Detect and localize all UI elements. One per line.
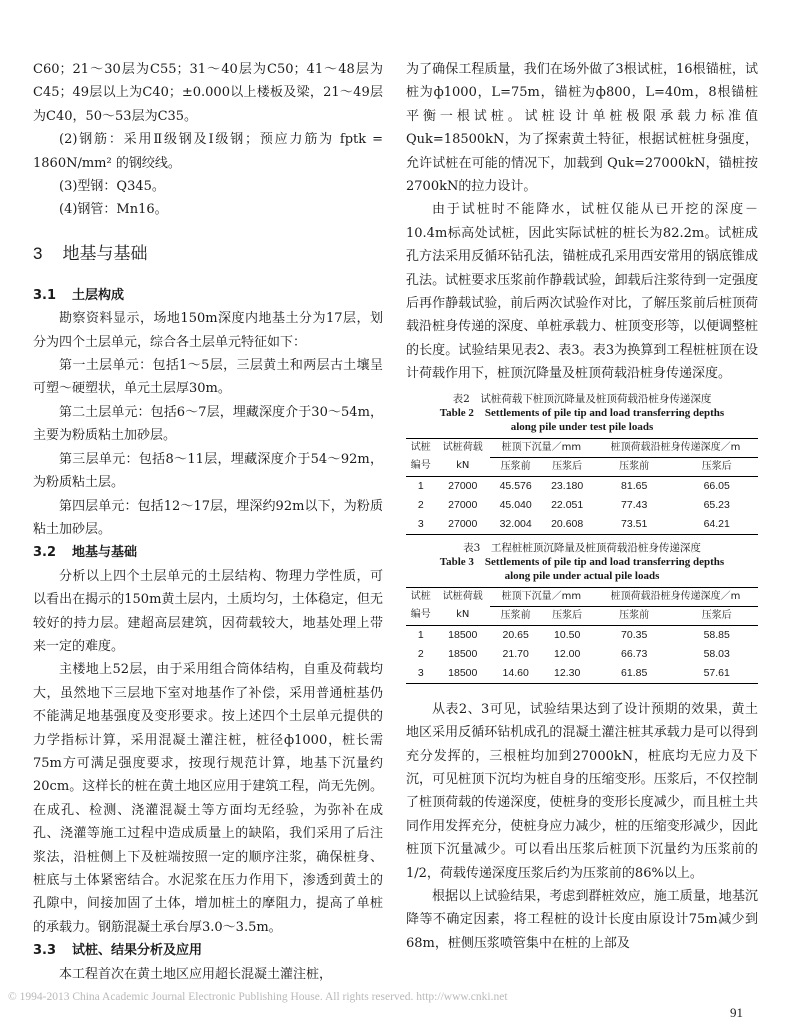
left-column xyxy=(33,58,383,986)
copyright-watermark: © 1994-2013 China Academic Journal Electronic Publishing House. All rights reserved. http://www.cnki.net xyxy=(8,991,508,1003)
table-cell: 18500 xyxy=(436,664,490,684)
subsection-heading-3-2 xyxy=(33,541,383,564)
column-header: 压浆后 xyxy=(541,606,593,625)
table-row xyxy=(406,625,758,645)
table-cell: 27000 xyxy=(436,515,490,535)
table-cell: 58.85 xyxy=(703,628,730,641)
table-cell: 21.70 xyxy=(502,647,529,660)
table-cell: 27000 xyxy=(448,498,478,511)
column-header: 试桩荷载 xyxy=(436,587,490,606)
paragraph: 第一土层单元：包括1～5层，三层黄土和两层古土壤呈可塑～硬塑状，单元土层厚30m。 xyxy=(33,358,383,397)
table-cell: 12.00 xyxy=(554,647,581,660)
column-header: 桩顶荷载沿桩身传递深度／m xyxy=(593,587,758,606)
table-cell: 77.43 xyxy=(621,498,648,511)
subsection-title: 土层构成 xyxy=(72,287,125,303)
column-header: 试桩荷载 xyxy=(436,438,490,457)
table-caption-en: Table 2 Settlements of pile tip and load transferring depths xyxy=(439,406,725,419)
table-caption-cn: 表2 试桩荷载下桩顶沉降量及桩顶荷载沿桩身传递深度 xyxy=(452,392,712,405)
table-cell: 61.85 xyxy=(593,664,676,684)
table-cell: 70.35 xyxy=(621,628,648,641)
table-row xyxy=(406,664,758,684)
table-row xyxy=(406,645,758,664)
table-cell: 32.004 xyxy=(490,515,542,535)
table-cell: 20.65 xyxy=(502,628,529,641)
table-cell: 1 xyxy=(417,479,424,492)
paragraph: 根据以上试验结果，考虑到群桩效应，施工质量，地基沉降等不确定因素，将工程桩的设计长度由原设计75m减少到68m，桩侧压浆喷管集中在桩的上部及 xyxy=(406,888,758,951)
section-title: 地基与基础 xyxy=(62,243,148,264)
column-header: 试桩 xyxy=(406,438,436,457)
table-cell: 81.65 xyxy=(621,479,648,492)
column-header: kN xyxy=(436,457,490,476)
column-header: 试桩 xyxy=(406,587,436,606)
column-header: 压浆后 xyxy=(541,457,593,476)
column-header: 桩顶下沉量／mm xyxy=(490,587,593,606)
column-header: 压浆后 xyxy=(675,606,758,625)
paragraph: 本工程首次在黄土地区应用超长混凝土灌注桩， xyxy=(59,966,333,982)
table-cell: 20.608 xyxy=(541,515,593,535)
table-cell: 57.61 xyxy=(675,664,758,684)
right-column xyxy=(406,58,758,955)
subsection-number: 3.1 xyxy=(33,287,57,303)
table-cell: 66.73 xyxy=(621,647,648,660)
table-row xyxy=(406,515,758,535)
table-caption-en: Table 3 Settlements of pile tip and load transferring depths xyxy=(439,555,725,568)
paragraph: 第二土层单元：包括6～7层，埋藏深度介于30～54m，主要为粉质粘土加砂层。 xyxy=(33,404,383,444)
paragraph: 主楼地上52层，由于采用组合筒体结构，自重及荷载均大，虽然地下三层地下室对地基作了补偿，采用普通桩基仍不能满足地基强度及变形要求。按上述四个土层单元提供的力学指标计算，采用混凝土灌注桩，桩径ф1000，桩长需75m方可满足强度要求，按现行规范计算，地基下沉量约20cm。这样长的桩在黄土地区应用于建筑工程，尚无先例。在成孔、检测、浇灌混凝土等方面均无经验，为弥补在成孔、浇灌等施工过程中造成质量上的缺陷，我们采用了后注浆法，沿桩侧上下及桩端按照一定的顺序注浆，确保桩身、桩底与土体紧密结合。水泥浆在压力作用下，渗透到黄土的孔隙中，间接加固了土体，增加桩土的摩阻力，提高了单桩的承载力。钢筋混凝土承台厚3.0～3.5m。 xyxy=(33,662,383,935)
column-header: 压浆前 xyxy=(593,606,676,625)
table-cell: 65.23 xyxy=(703,498,730,511)
subsection-heading-3-1 xyxy=(33,284,383,307)
table-cell: 64.21 xyxy=(675,515,758,535)
paragraph: (2)钢筋：采用Ⅱ级钢及Ⅰ级钢；预应力筋为 fptk = 1860N/mm² 的钢绞线。 xyxy=(33,132,383,171)
table-cell: 58.03 xyxy=(703,647,730,660)
table-cell: 22.051 xyxy=(551,498,584,511)
column-header: 压浆前 xyxy=(490,606,542,625)
table-caption-en: along pile under test pile loads xyxy=(510,420,654,433)
table-cell: 73.51 xyxy=(593,515,676,535)
column-header: 编号 xyxy=(406,606,436,625)
paragraph: 勘察资料显示，场地150m深度内地基土分为17层，划分为四个土层单元，综合各土层单元特征如下： xyxy=(33,311,383,350)
table-cell: 23.180 xyxy=(551,479,584,492)
subsection-title: 地基与基础 xyxy=(72,545,138,561)
paragraph: 从表2、3可见，试验结果达到了设计预期的效果，黄土地区采用反循环钻机成孔的混凝土灌注桩其承载力是可以得到充分发挥的，三根桩均加到27000kN，桩底均无应力及下沉，可见桩顶下沉均为桩自身的压缩变形。压浆后，不仅控制了桩顶荷载的传递深度，使桩身的变形长度减少，而且桩土共同作用发挥充分，使桩身应力减少，桩的压缩变形减少，因此桩顶下沉量减少。可以看出压浆后桩顶下沉量约为压浆前的1/2，荷载传递深度压浆后约为压浆前的86%以上。 xyxy=(406,701,758,881)
table-3 xyxy=(406,541,758,684)
paragraph: 分析以上四个土层单元的土层结构、物理力学性质，可以看出在揭示的150m黄土层内，土质均匀，土体稳定，但无较好的持力层。建超高层建筑，因荷载较大，地基处理上带来一定的难度。 xyxy=(33,568,383,654)
subsection-number: 3.3 xyxy=(33,943,57,959)
section-number: 3 xyxy=(33,243,43,263)
column-header: 压浆前 xyxy=(593,457,676,476)
table-cell: 18500 xyxy=(448,647,478,660)
paragraph: 第三层单元：包括8～11层，埋藏深度介于54～92m，为粉质粘土层。 xyxy=(33,451,383,491)
paragraph: C60；21～30层为C55；31～40层为C50；41～48层为C45；49层以上为C40；±0.000以上楼板及梁，21～49层为C40，50～53层为C35。 xyxy=(33,62,383,124)
subsection-heading-3-3 xyxy=(33,939,383,962)
column-header: kN xyxy=(436,606,490,625)
table-cell: 3 xyxy=(406,515,436,535)
table-cell: 1 xyxy=(417,628,424,641)
subsection-title: 试桩、结果分析及应用 xyxy=(72,943,203,959)
table-cell: 66.05 xyxy=(703,479,730,492)
column-header: 编号 xyxy=(406,457,436,476)
section-heading-3 xyxy=(33,242,383,266)
table-2 xyxy=(406,392,758,535)
table-cell: 2 xyxy=(417,498,424,511)
table-cell: 14.60 xyxy=(490,664,542,684)
page-number: 91 xyxy=(730,1005,743,1020)
table-cell: 12.30 xyxy=(541,664,593,684)
table-caption-en: along pile under actual pile loads xyxy=(504,569,660,582)
table-cell: 45.040 xyxy=(499,498,532,511)
table-row xyxy=(406,476,758,496)
data-table xyxy=(406,587,758,684)
paragraph: 由于试桩时不能降水，试桩仅能从已开挖的深度－10.4m标高处试桩，因此实际试桩的桩长为82.2m。试桩成孔方法采用反循环钻孔法，锚桩成孔采用西安常用的锅底锥成孔法。试桩要求压浆前作静载试验，卸载后注浆待到一定强度后再作静载试验，前后两次试验作对比，了解压浆前后桩顶荷载沿桩身传递的深度、单桩承载力、桩顶变形等，以便调整桩的长度。试验结果见表2、表3。表3为换算到工程桩桩顶在设计荷载作用下，桩顶沉降量及桩顶荷载沿桩身传递深度。 xyxy=(406,202,758,382)
table-row xyxy=(406,496,758,515)
table-cell: 10.50 xyxy=(554,628,581,641)
paragraph: 第四层单元：包括12～17层，埋深约92m以下，为粉质粘土加砂层。 xyxy=(33,498,383,537)
table-cell: 18500 xyxy=(448,628,478,641)
paragraph: 为了确保工程质量，我们在场外做了3根试桩，16根锚桩，试桩为ф1000，L=75m，锚桩为ф800，L=40m，8根锚桩平衡一根试桩。试桩设计单桩极限承载力标准值 Quk=18500kN，为了探索黄土特征，根据试桩桩身强度，允许试桩在可能的情况下，加载到 Quk=27000kN，锚桩按2700kN的拉力设计。 xyxy=(406,62,758,195)
column-header: 桩顶荷载沿桩身传递深度／m xyxy=(593,438,758,457)
paragraph: (4)钢管：Mn16。 xyxy=(59,202,168,218)
table-cell: 3 xyxy=(406,664,436,684)
table-caption-cn: 表3 工程桩桩顶沉降量及桩顶荷载沿桩身传递深度 xyxy=(463,541,701,554)
table-cell: 45.576 xyxy=(499,479,532,492)
table-cell: 2 xyxy=(417,647,424,660)
paragraph: (3)型钢：Q345。 xyxy=(59,179,165,195)
data-table xyxy=(406,438,758,535)
column-header: 压浆前 xyxy=(490,457,542,476)
table-cell: 27000 xyxy=(448,479,478,492)
column-header: 压浆后 xyxy=(675,457,758,476)
column-header: 桩顶下沉量／mm xyxy=(490,438,593,457)
subsection-number: 3.2 xyxy=(33,545,57,561)
